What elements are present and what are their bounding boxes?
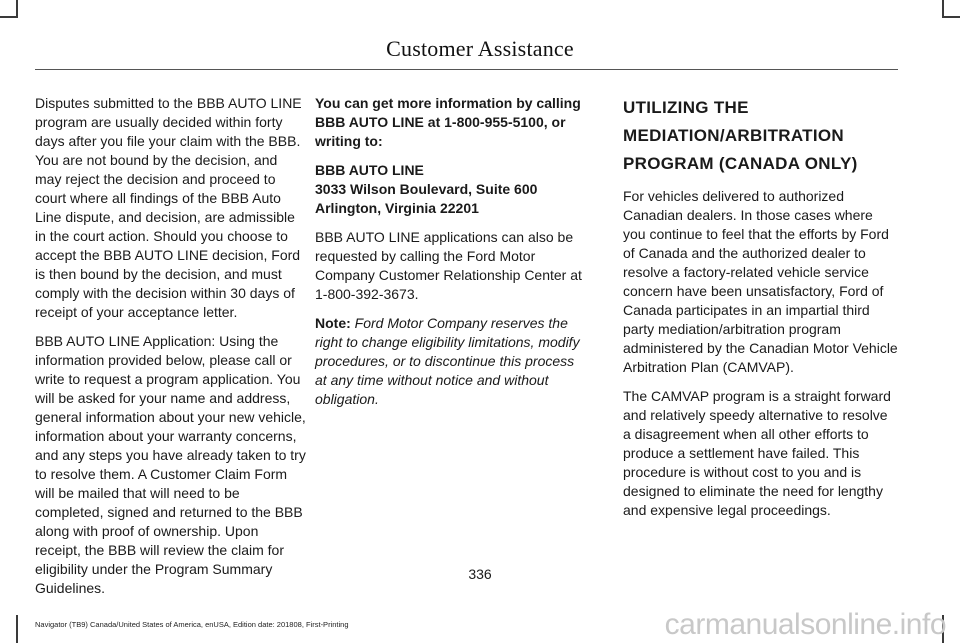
crop-mark-bottom-left — [16, 615, 18, 643]
note-paragraph — [315, 314, 587, 409]
edition-footer: Navigator (TB9) Canada/United States of America, enUSA, Edition date: 201808, First-Printing — [35, 620, 349, 629]
crop-mark-top-left — [0, 16, 16, 18]
column-left — [35, 94, 307, 608]
note-label: Note: — [315, 315, 351, 331]
address-line-1: BBB AUTO LINE — [315, 162, 424, 178]
page-title: Customer Assistance — [386, 36, 574, 61]
note-text: Ford Motor Company reserves the right to change eligibility limitations, modify procedures, or to discontinue this process at any time without notice and without obligation. — [315, 315, 580, 407]
applications-paragraph: BBB AUTO LINE applications can also be requested by calling the Ford Motor Company Customer Relationship Center at 1-800-392-3673. — [315, 229, 582, 302]
camvap-intro-paragraph: For vehicles delivered to authorized Canadian dealers. In those cases where you continue to feel that the efforts by Ford of Canada and the authorized dealer to resolve a factory-related vehicle service concern have been unsatisfactory, Ford of Canada participates in an impartial third party mediation/arbitration program administered by the Canadian Motor Vehicle Arbitration Plan (CAMVAP). — [623, 188, 898, 375]
address-line-2: 3033 Wilson Boulevard, Suite 600 — [315, 181, 538, 197]
bbb-decision-paragraph: Disputes submitted to the BBB AUTO LINE program are usually decided within forty days after you file your claim with the BBB. You are not bound by the decision, and may reject the decision and proceed to court where all findings of the BBB Auto Line dispute, and decision, are admissible in the court action. Should you choose to accept the BBB AUTO LINE decision, Ford is then bound by the decision, and must comply with the decision within 30 days of receipt of your acceptance letter. — [35, 95, 302, 320]
bbb-application-paragraph: BBB AUTO LINE Application: Using the information provided below, please call or write to request a program application. You will be asked for your name and address, general information about your new vehicle, information about your warranty concerns, and any steps you have already taken to try to resolve them. A Customer Claim Form will be mailed that will need to be completed, signed and returned to the BBB along with proof of ownership. Upon receipt, the BBB will review the claim for eligibility under the Program Summary Guidelines. — [35, 333, 306, 596]
address-line-3: Arlington, Virginia 22201 — [315, 200, 479, 216]
mailing-address — [315, 161, 587, 218]
watermark-logo: carmanualsonline.info — [664, 608, 946, 641]
crop-mark-top-right — [944, 16, 960, 18]
contact-intro: You can get more information by calling BBB AUTO LINE at 1-800-955-5100, or writing to: — [315, 95, 581, 149]
column-right — [623, 94, 899, 530]
crop-mark-top-left-vertical — [16, 0, 18, 18]
camvap-description-paragraph: The CAMVAP program is a straight forward and relatively speedy alternative to resolve a disagreement when all other efforts to produce a settlement have failed. This procedure is without cost to you and is designed to eliminate the need for lengthy and expensive legal proceedings. — [623, 388, 891, 518]
page-number: 336 — [468, 566, 492, 582]
header-divider — [35, 69, 898, 70]
section-heading: UTILIZING THE MEDIATION/ARBITRATION PROGRAM (CANADA ONLY) — [623, 98, 858, 173]
crop-mark-top-right-vertical — [942, 0, 944, 18]
column-middle — [315, 94, 587, 419]
